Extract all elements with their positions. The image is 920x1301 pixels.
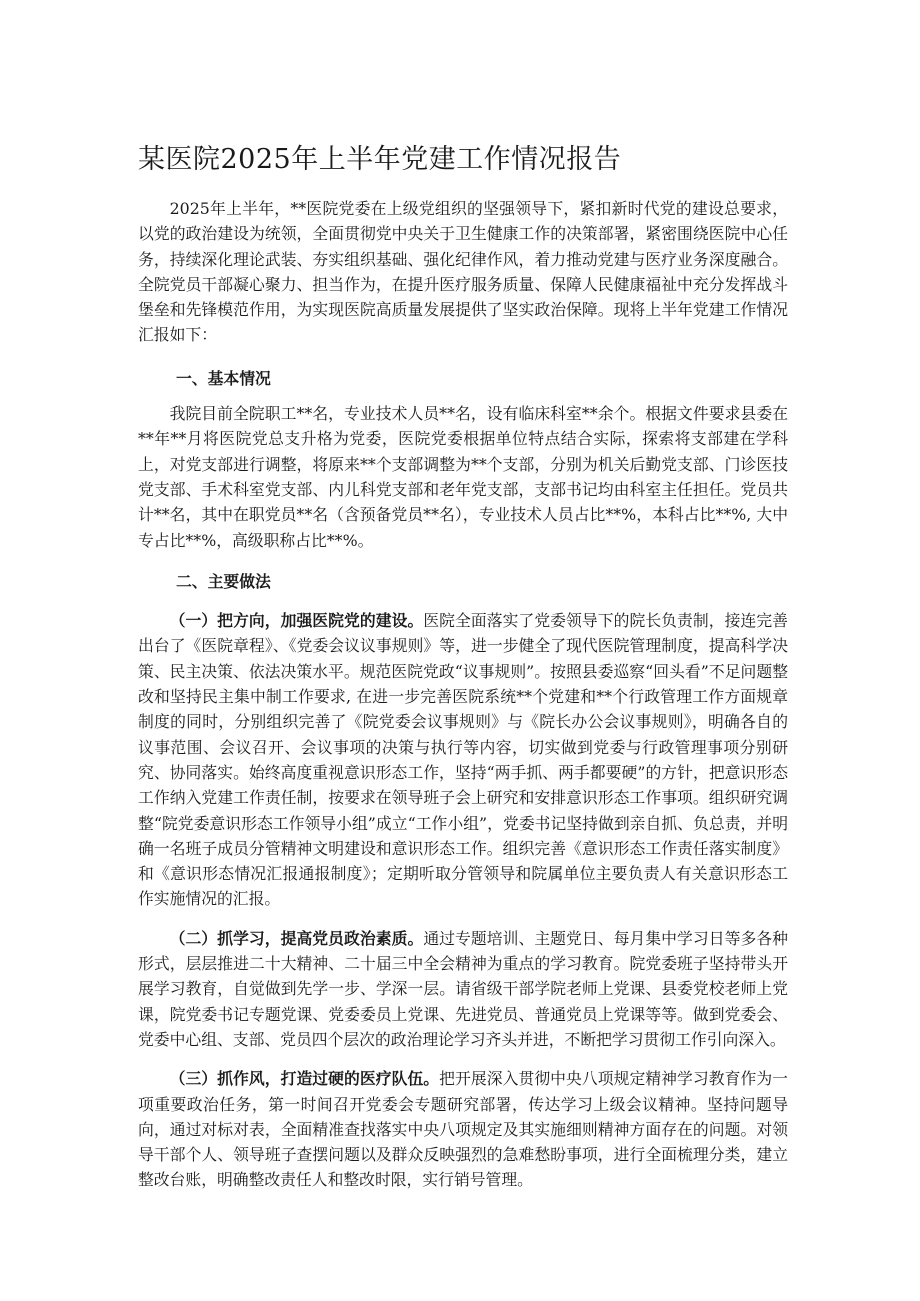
basic-info-paragraph: 我院目前全院职工**名，专业技术人员**名，设有临床科室**余个。根据文件要求县委在**年**月将医院党总支升格为党委，医院党委根据单位特点结合实际，探索将支部建在学科上，对党支部进行调整，将原来**个支部调整为**个支部，分别为机关后勤党支部、门诊医技党支部、手术科室党支部、内儿科党支部和老年党支部，支部书记均由科室主任担任。党员共计**名，其中在职党员**名（含预备党员**名），专业技术人员占比**%，本科占比**%, 大中专占比**%，高级职称占比**%。: [138, 404, 788, 550]
practice-item-2-text: 通过专题培训、主题党日、每月集中学习日等多各种形式，层层推进二十大精神、二十届三中全会精神为重点的学习教育。院党委班子坚持带头开展学习教育，自觉做到先学一步、学深一层。请省级干部学院老师上党课、县委党校老师上党课，院党委书记专题党课、党委委员上党课、先进党员、普通党员上党课等等。做到党委会、党委中心组、支部、党员四个层次的政治理论学习齐头并进，不断把学习贯彻工作引向深入。: [138, 928, 788, 1049]
practice-item-1-lead: （一）把方向，加强医院党的建设。: [169, 611, 424, 631]
practice-item-3-lead: （三）抓作风，打造过硬的医疗队伍。: [169, 1069, 440, 1089]
document-title: 某医院2025年上半年党建工作情况报告: [138, 144, 622, 175]
practice-item-3-text: 把开展深入贯彻中央八项规定精神学习教育作为一项重要政治任务，第一时间召开党委会专题研究部署，传达学习上级会议精神。坚持问题导向，通过对标对表，全面精准查找落实中央八项规定及其实施细则精神方面存在的问题。对领导干部个人、领导班子查摆问题以及群众反映强烈的急难愁盼事项，进行全面梳理分类，建立整改台账，明确整改责任人和整改时限，实行销号管理。: [138, 1069, 788, 1190]
section-heading-basic-info: 一、基本情况: [176, 368, 271, 388]
practice-item-2: [138, 926, 788, 1052]
document-body: [138, 196, 788, 1207]
practice-item-3: [138, 1066, 788, 1192]
intro-paragraph: 2025年上半年，**医院党委在上级党组织的坚强领导下，紧扣新时代党的建设总要求，以党的政治建设为统领，全面贯彻党中央关于卫生健康工作的决策部署，紧密围绕医院中心任务，持续深化理论武装、夯实组织基础、强化纪律作风，着力推动党建与医疗业务深度融合。全院党员干部凝心聚力、担当作为，在提升医疗服务质量、保障人民健康福祉中充分发挥战斗堡垒和先锋模范作用，为实现医院高质量发展提供了坚实政治保障。现将上半年党建工作情况汇报如下：: [138, 199, 788, 345]
practice-item-1-text: 医院全面落实了党委领导下的院长负责制，接连完善出台了《医院章程》、《党委会议议事规则》等，进一步健全了现代医院管理制度，提高科学决策、民主决策、依法决策水平。规范医院党政“议事规则”。按照县委巡察“回头看”不足问题整改和坚持民主集中制工作要求, 在进一步完善医院系统**个党建和**个行政管理工作方面规章制度的同时，分别组织完善了《院党委会议事规则》与《院长办公会议事规则》，明确各自的议事范围、会议召开、会议事项的决策与执行等内容，切实做到党委与行政管理事项分别研究、协同落实。始终高度重视意识形态工作，坚持“两手抓、两手都要硬”的方针，把意识形态工作纳入党建工作责任制，按要求在领导班子会上研究和安排意识形态工作事项。组织研究调整“院党委意识形态工作领导小组”成立“工作小组”，党委书记坚持做到亲自抓、负总责，并明确一名班子成员分管精神文明建设和意识形态工作。组织完善《意识形态工作责任落实制度》和《意识形态情况汇报通报制度》；定期听取分管领导和院属单位主要负责人有关意识形态工作实施情况的汇报。: [138, 611, 788, 909]
practice-item-2-lead: （二）抓学习，提高党员政治素质。: [169, 928, 424, 948]
practice-item-1: [138, 608, 788, 912]
section-heading-main-practices: 二、主要做法: [176, 571, 271, 591]
